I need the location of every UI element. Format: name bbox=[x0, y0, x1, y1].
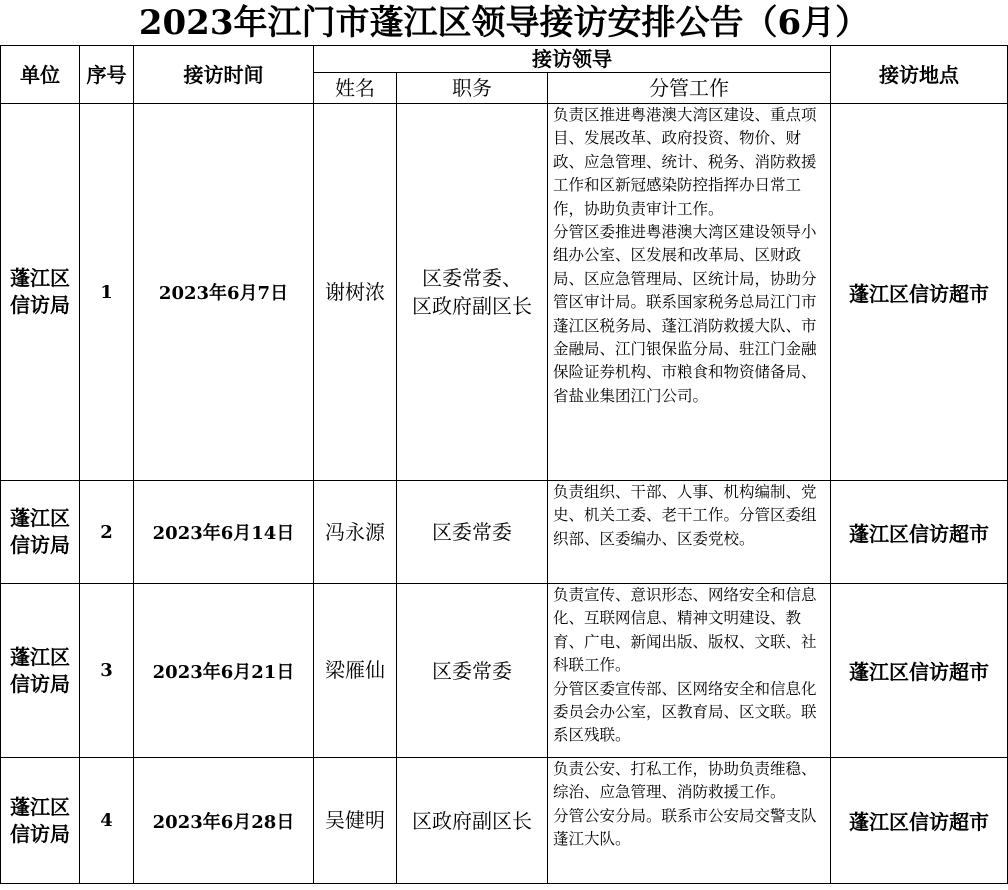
header-duty: 分管工作 bbox=[548, 73, 831, 104]
unit-line: 蓬江区 bbox=[10, 644, 70, 669]
header-name: 姓名 bbox=[314, 73, 397, 104]
time-cell: 2023年6月7日 bbox=[134, 104, 314, 481]
table-row bbox=[1, 481, 1008, 584]
duty-paragraph: 负责区推进粤港澳大湾区建设、重点项目、发展改革、政府投资、物价、财政、应急管理、统计、税务、消防救援工作和区新冠感染防控指挥办日常工作，协助负责审计工作。 bbox=[553, 106, 817, 218]
duty-cell bbox=[548, 584, 831, 758]
unit-cell bbox=[1, 104, 80, 481]
schedule-table bbox=[0, 45, 1008, 884]
duty-paragraph: 分管区委宣传部、区网络安全和信息化委员会办公室，区教育局、区文联。联系区残联。 bbox=[553, 679, 817, 745]
name-cell: 梁雁仙 bbox=[314, 584, 397, 758]
no-cell: 4 bbox=[80, 758, 134, 884]
post-line: 区政府副区长 bbox=[412, 294, 532, 318]
unit-cell bbox=[1, 584, 80, 758]
duty-cell bbox=[548, 104, 831, 481]
duty-paragraph: 负责组织、干部、人事、机构编制、党史、机关工委、老干工作。分管区委组织部、区委编办、区委党校。 bbox=[553, 483, 817, 548]
page-title: 2023年江门市蓬江区领导接访安排公告（6月） bbox=[138, 3, 870, 43]
header-time: 接访时间 bbox=[134, 46, 314, 104]
unit-line: 信访局 bbox=[10, 671, 70, 696]
unit-line: 蓬江区 bbox=[10, 506, 70, 530]
header-post: 职务 bbox=[397, 73, 548, 104]
duty-paragraph: 负责公安、打私工作，协助负责维稳、综治、应急管理、消防救援工作。 bbox=[553, 760, 817, 802]
header-place: 接访地点 bbox=[831, 46, 1008, 104]
place-cell: 蓬江区信访超市 bbox=[831, 104, 1008, 481]
table-row bbox=[1, 584, 1008, 758]
duty-cell bbox=[548, 481, 831, 584]
unit-line: 蓬江区 bbox=[10, 794, 70, 819]
place-cell: 蓬江区信访超市 bbox=[831, 584, 1008, 758]
post-cell bbox=[397, 481, 548, 584]
duty-paragraph: 分管公安分局。联系市公安局交警支队蓬江大队。 bbox=[553, 806, 817, 849]
post-line: 区委常委 bbox=[432, 520, 512, 544]
name-cell: 冯永源 bbox=[314, 481, 397, 584]
time-cell: 2023年6月21日 bbox=[134, 584, 314, 758]
unit-line: 信访局 bbox=[10, 533, 70, 557]
unit-cell bbox=[1, 481, 80, 584]
no-cell: 2 bbox=[80, 481, 134, 584]
post-cell bbox=[397, 584, 548, 758]
post-line: 区政府副区长 bbox=[412, 808, 532, 833]
header-leader-group: 接访领导 bbox=[314, 46, 831, 73]
header-row-1 bbox=[1, 46, 1008, 73]
post-cell bbox=[397, 758, 548, 884]
unit-line: 蓬江区 bbox=[10, 266, 70, 290]
time-cell: 2023年6月14日 bbox=[134, 481, 314, 584]
no-cell: 1 bbox=[80, 104, 134, 481]
name-cell: 吴健明 bbox=[314, 758, 397, 884]
header-unit: 单位 bbox=[1, 46, 80, 104]
no-cell: 3 bbox=[80, 584, 134, 758]
name-cell: 谢树浓 bbox=[314, 104, 397, 481]
table-row bbox=[1, 758, 1008, 884]
post-cell bbox=[397, 104, 548, 481]
unit-cell bbox=[1, 758, 80, 884]
unit-line: 信访局 bbox=[10, 293, 70, 317]
time-cell: 2023年6月28日 bbox=[134, 758, 314, 884]
table-row bbox=[1, 104, 1008, 481]
post-line: 区委常委、 bbox=[422, 266, 522, 290]
duty-paragraph: 负责宣传、意识形态、网络安全和信息化、互联网信息、精神文明建设、教育、广电、新闻出版、版权、文联、社科联工作。 bbox=[553, 586, 817, 675]
header-no: 序号 bbox=[80, 46, 134, 104]
duty-paragraph: 分管区委推进粤港澳大湾区建设领导小组办公室、区发展和改革局、区财政局、区应急管理局、区统计局，协助分管区审计局。联系国家税务总局江门市蓬江区税务局、蓬江消防救援大队、市金融局、江门银保监分局、驻江门金融保险证券机构、市粮食和物资储备局、省盐业集团江门公司。 bbox=[553, 223, 817, 405]
place-cell: 蓬江区信访超市 bbox=[831, 758, 1008, 884]
duty-cell bbox=[548, 758, 831, 884]
unit-line: 信访局 bbox=[10, 821, 70, 846]
place-cell: 蓬江区信访超市 bbox=[831, 481, 1008, 584]
post-line: 区委常委 bbox=[432, 658, 512, 683]
